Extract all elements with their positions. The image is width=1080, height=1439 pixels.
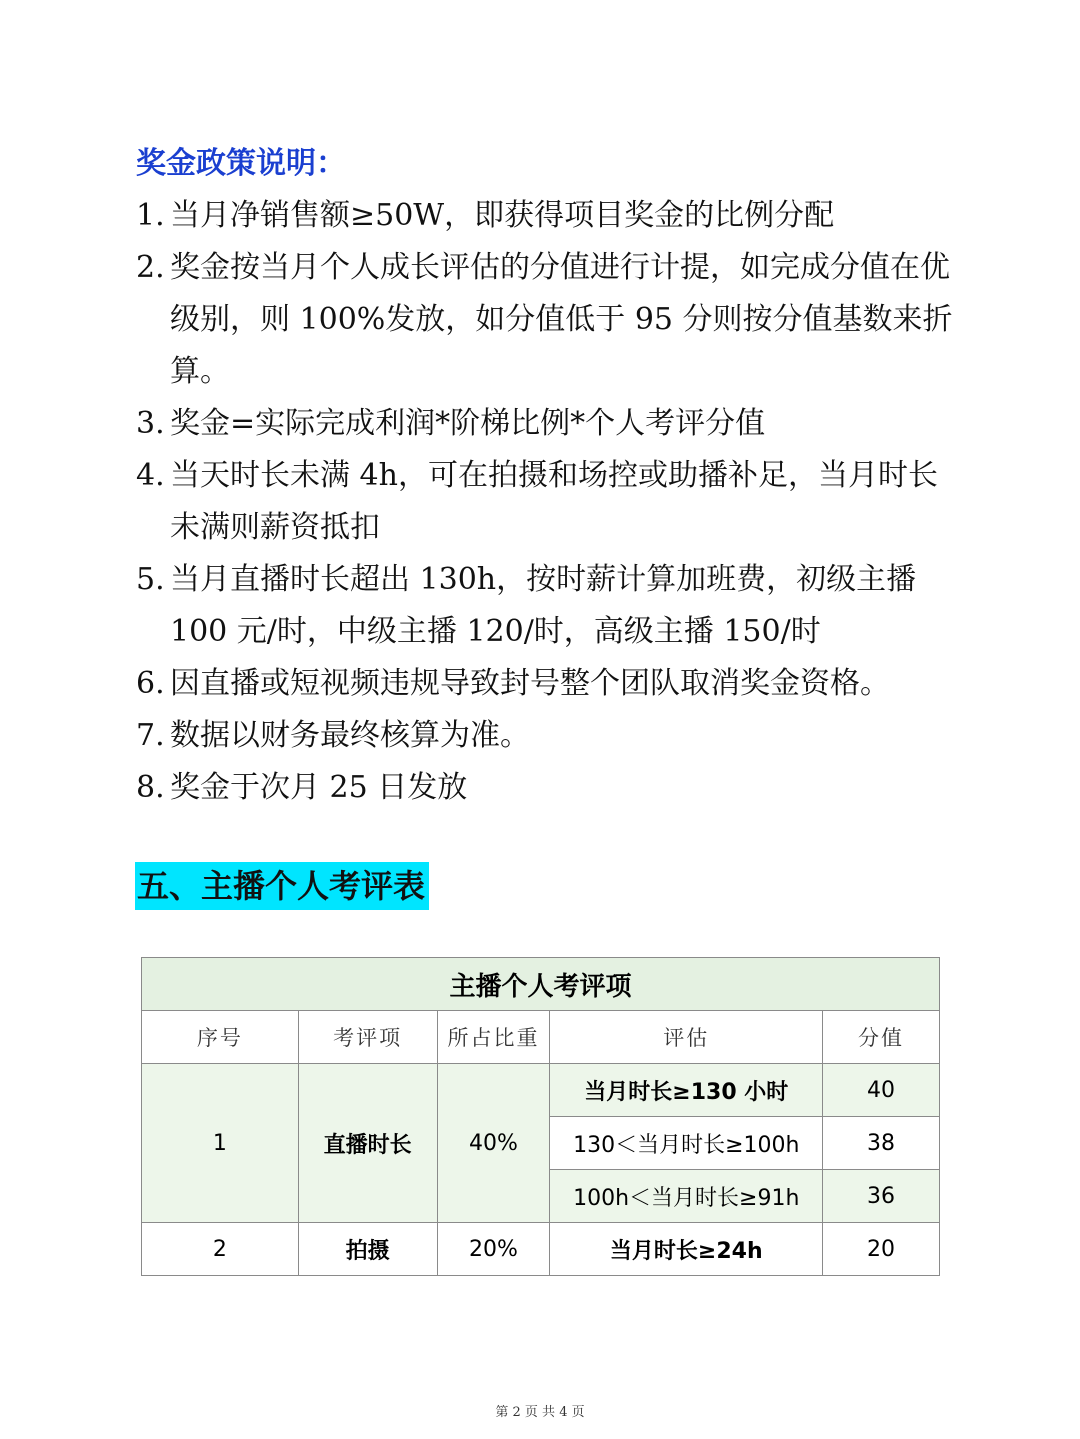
column-header: 分值 <box>823 1011 940 1064</box>
evaluation-item: 直播时长 <box>298 1064 437 1223</box>
row-number: 2 <box>142 1223 299 1276</box>
policy-item <box>136 398 956 450</box>
policy-item-text: 因直播或短视频违规导致封号整个团队取消奖金资格。 <box>170 666 890 701</box>
policy-item-number: 7. <box>136 718 165 753</box>
policy-item-number: 5. <box>136 562 165 597</box>
policy-item <box>136 190 956 242</box>
page-footer: 第 2 页 共 4 页 <box>495 1405 585 1420</box>
score-cell: 20 <box>823 1223 940 1276</box>
score-cell: 36 <box>823 1170 940 1223</box>
table-title: 主播个人考评项 <box>142 958 940 1011</box>
policy-list <box>136 190 956 814</box>
policy-item-text: 当天时长未满 4h，可在拍摄和场控或助播补足，当月时长未满则薪资抵扣 <box>170 458 938 545</box>
policy-item-number: 3. <box>136 406 165 441</box>
policy-item <box>136 762 956 814</box>
policy-item <box>136 242 956 398</box>
section-heading: 五、主播个人考评表 <box>135 862 429 910</box>
policy-item-number: 4. <box>136 458 165 493</box>
criterion-cell: 当月时长≥24h <box>550 1223 823 1276</box>
policy-title: 奖金政策说明： <box>136 146 346 181</box>
score-cell: 38 <box>823 1117 940 1170</box>
policy-item <box>136 710 956 762</box>
policy-item-text: 奖金=实际完成利润*阶梯比例*个人考评分值 <box>170 406 766 441</box>
policy-item <box>136 554 956 658</box>
policy-item-text: 奖金于次月 25 日发放 <box>170 770 468 805</box>
policy-item-text: 当月直播时长超出 130h，按时薪计算加班费，初级主播 100 元/时，中级主播 120/时，高级主播 150/时 <box>170 562 917 649</box>
criterion-cell: 当月时长≥130 小时 <box>550 1064 823 1117</box>
criterion-cell: 100h＜当月时长≥91h <box>550 1170 823 1223</box>
policy-item <box>136 450 956 554</box>
weight-cell: 20% <box>437 1223 550 1276</box>
table-row <box>142 1223 940 1276</box>
policy-item-number: 8. <box>136 770 165 805</box>
column-header: 所占比重 <box>437 1011 550 1064</box>
evaluation-item: 拍摄 <box>298 1223 437 1276</box>
weight-cell: 40% <box>437 1064 550 1223</box>
policy-item-text: 当月净销售额≥50W，即获得项目奖金的比例分配 <box>170 198 835 233</box>
score-cell: 40 <box>823 1064 940 1117</box>
policy-item-number: 1. <box>136 198 165 233</box>
evaluation-table <box>141 957 940 1276</box>
table-header-row <box>142 1011 940 1064</box>
policy-item <box>136 658 956 710</box>
policy-item-number: 6. <box>136 666 165 701</box>
policy-item-number: 2. <box>136 250 165 285</box>
table-row <box>142 1064 940 1117</box>
criterion-cell: 130＜当月时长≥100h <box>550 1117 823 1170</box>
column-header: 序号 <box>142 1011 299 1064</box>
column-header: 考评项 <box>298 1011 437 1064</box>
row-number: 1 <box>142 1064 299 1223</box>
column-header: 评估 <box>550 1011 823 1064</box>
policy-item-text: 奖金按当月个人成长评估的分值进行计提，如完成分值在优级别，则 100%发放，如分值低于 95 分则按分值基数来折算。 <box>170 250 953 389</box>
policy-item-text: 数据以财务最终核算为准。 <box>170 718 530 753</box>
